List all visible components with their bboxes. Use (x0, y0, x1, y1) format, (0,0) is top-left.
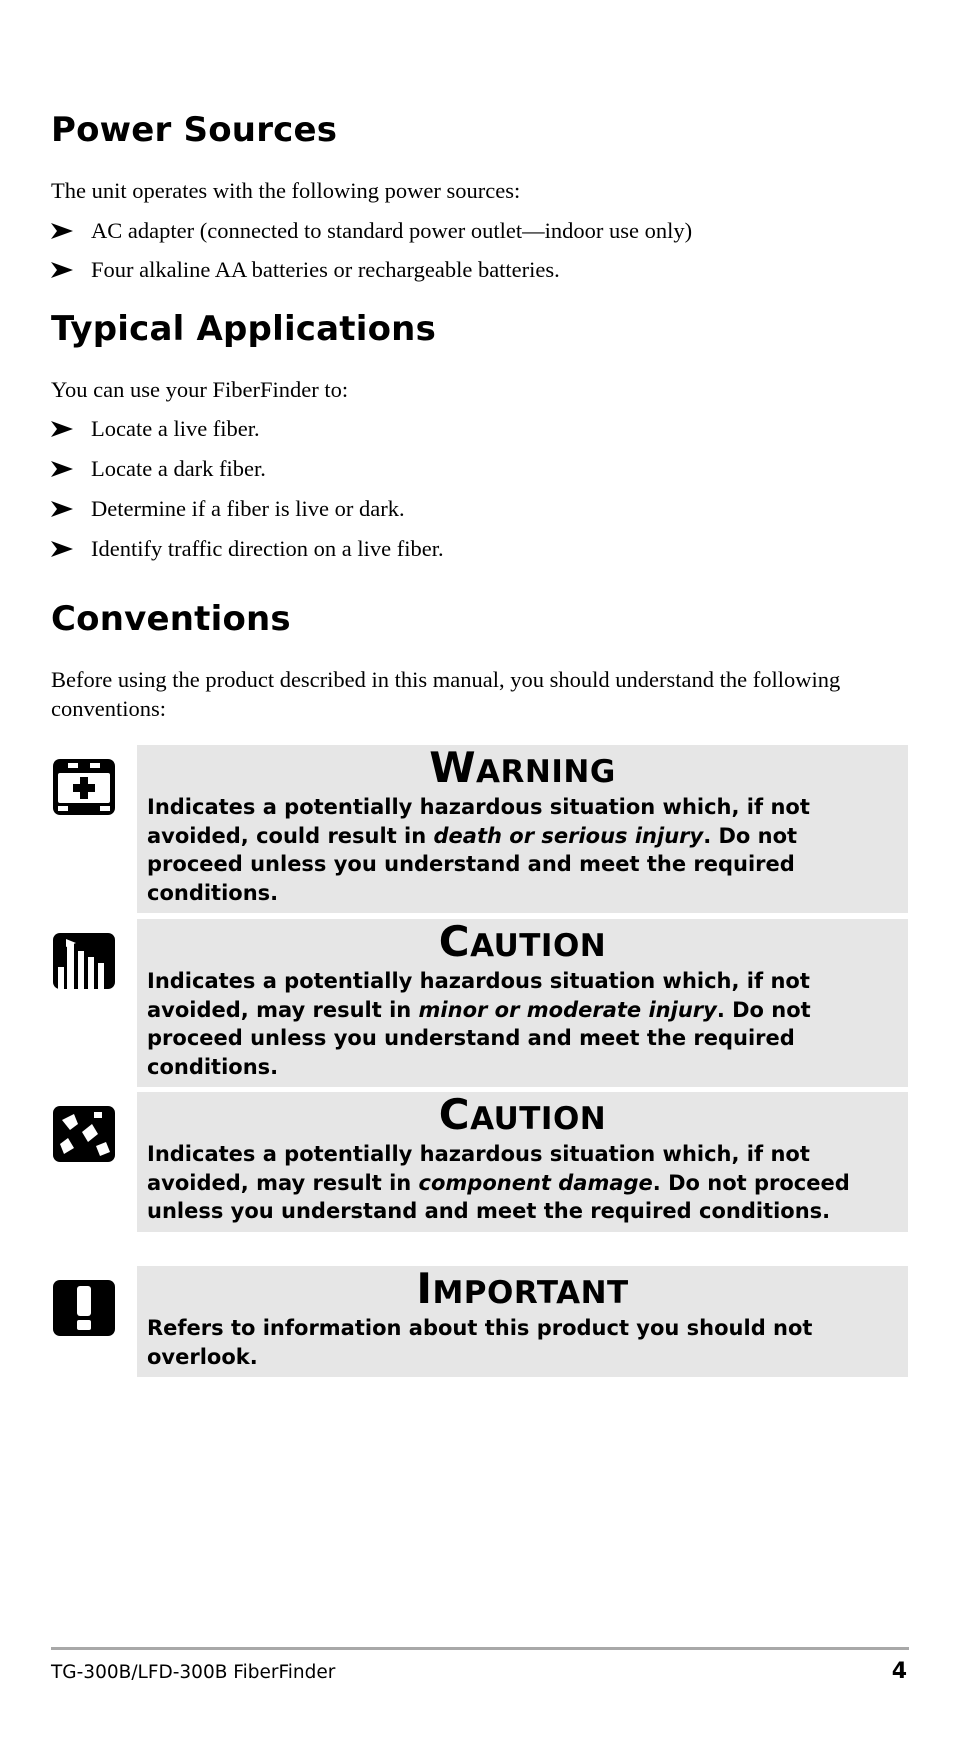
conventions-heading: Conventions (51, 599, 291, 639)
typical-applications-heading: Typical Applications (51, 309, 437, 349)
list-item-text: Four alkaline AA batteries or rechargeable batteries. (91, 257, 560, 282)
ambulance-icon (52, 753, 116, 817)
arrow-bullet-icon (51, 262, 73, 278)
exclamation-icon (52, 1274, 116, 1338)
power-sources-intro: The unit operates with the following power sources: (51, 178, 521, 203)
arrow-bullet-icon (51, 461, 73, 477)
list-item-text: AC adapter (connected to standard power outlet—indoor use only) (91, 218, 693, 243)
conventions-intro: Before using the product described in this manual, you should understand the following conventions: (51, 667, 841, 721)
important-box (137, 1266, 908, 1377)
arrow-bullet-icon (51, 421, 73, 437)
arrow-bullet-icon (51, 541, 73, 557)
warning-text: Indicates a potentially hazardous situation which, if not avoided, could result in death or serious injury. Do not proceed unless you understand and meet the required conditions. (147, 795, 810, 905)
caution-injury-title: CAUTION (438, 917, 607, 966)
hand-caution-icon (52, 927, 116, 991)
list-item-text: Identify traffic direction on a live fiber. (91, 536, 444, 561)
caution-damage-box (137, 1092, 908, 1232)
warning-box (137, 745, 908, 913)
caution-injury-box (137, 919, 908, 1087)
warning-title: WARNING (429, 743, 616, 792)
arrow-bullet-icon (51, 223, 73, 239)
caution-damage-text: Indicates a potentially hazardous situation which, if not avoided, may result in component damage. Do not proceed unless you understand and meet the required conditions. (147, 1142, 850, 1223)
list-item-text: Locate a live fiber. (91, 416, 260, 441)
list-item-text: Determine if a fiber is live or dark. (91, 496, 405, 521)
typical-applications-intro: You can use your FiberFinder to: (51, 377, 349, 402)
footer-rule (51, 1647, 909, 1650)
broken-component-icon (52, 1100, 116, 1164)
important-title: IMPORTANT (416, 1264, 629, 1313)
important-text: Refers to information about this product you should not overlook. (147, 1316, 813, 1369)
caution-injury-text: Indicates a potentially hazardous situation which, if not avoided, may result in minor or moderate injury. Do not proceed unless you understand and meet the required conditions. (147, 969, 811, 1079)
power-sources-heading: Power Sources (51, 110, 338, 150)
arrow-bullet-icon (51, 501, 73, 517)
page-number: 4 (891, 1659, 907, 1684)
caution-damage-title: CAUTION (438, 1090, 607, 1139)
list-item-text: Locate a dark fiber. (91, 456, 266, 481)
footer-product-name: TG-300B/LFD-300B FiberFinder (51, 1662, 336, 1683)
manual-page (51, 0, 909, 1738)
